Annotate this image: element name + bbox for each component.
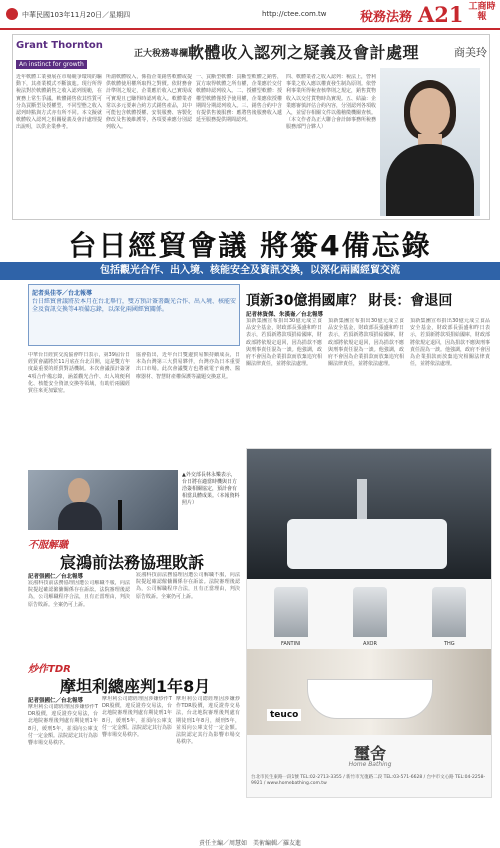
column-title: 軟體收入認列之疑義及會計處理 xyxy=(188,43,420,62)
subheadline: 包括觀光合作、出入境、核能安全及資訊交換，以深化兩國經貿交流 xyxy=(100,265,400,276)
faucet-image: AXOR xyxy=(353,587,387,637)
section-name: 稅務法務 xyxy=(360,10,413,25)
story3-tag: 炒作TDR xyxy=(28,664,71,675)
ad-logo-sub: Home Bathing xyxy=(348,761,392,768)
ad-footer: 台北市民生東路一段1號 TEL:02-2713-3355 / 新竹市光復路二段 TEL:03-571-6628 / 台中市文心路 TEL:04-2258-9921 / www.homebathing.com.tw xyxy=(251,775,486,786)
author-photo xyxy=(380,68,480,216)
ad-logo: 璽舍 xyxy=(353,744,386,763)
page-number: A21 xyxy=(418,2,464,27)
right-body-3: 頂新集團宣布捐出30億元成立食品安全基金，財政部長張盛和昨日表示，若頂新將款項捐給國庫，財政部將依規定退回，因為捐款不應與刑事責任混為一談。他強調，政府不會因為企業捐款而放棄追究相關法律責任，並將依法處理。 xyxy=(410,318,490,368)
header-divider xyxy=(0,28,500,30)
main-headline: 台日經貿會議 將簽4備忘錄 xyxy=(68,229,432,262)
header-url[interactable]: http://ctee.com.tw xyxy=(262,10,327,18)
logo-name: Grant Thornton xyxy=(16,40,103,51)
grant-thornton-logo xyxy=(16,40,130,70)
story2-byline: 記者張國仁／台北報導 xyxy=(28,574,84,580)
bathroom-advertisement[interactable] xyxy=(246,448,492,798)
right-body-1: 頂新集團宣布捐出30億元成立食品安全基金，財政部長張盛和昨日表示，若頂新將款項捐給國庫，財政部將依規定退回，因為捐款不應與刑事責任混為一談。他強調，政府不會因為企業捐款而放棄追究相關法律責任，並將依法處理。 xyxy=(246,318,322,368)
faucet-image: FANTINI xyxy=(274,587,308,637)
left-body-2: 協會指出，近年台日雙邊貿易額持續成長，日本為台灣第三大貿易夥伴，台灣亦為日本重要出口市場。此次會議雙方也將就電子商務、醫療器材、智慧財產權保護等議題交換意見。 xyxy=(136,352,240,380)
story3-title: 摩坦利總座判1年8月 xyxy=(60,677,211,696)
logo-dot-icon xyxy=(6,8,18,20)
photo-caption: ▲外交部長林永樂表示，台日將在適當時機與日方洽簽相關協定，預計會有相當具體成果。（本報資料照片） xyxy=(182,472,240,506)
story3-byline: 記者張國仁／台北報導 xyxy=(28,698,84,704)
column-text-3: 一、買斷型軟體：買斷型軟體之銷售，買方取得軟體之所有權，企業應於交付軟體時認列收入。二、授權型軟體：授權型軟體僅授予使用權，企業應依授權期間分期認列收入。三、銷售合約中含有提供售後服務：應將售後服務收入遞延至服務提供期間認列。 xyxy=(196,74,282,124)
header-date: 中華民國103年11月20日／星期四 xyxy=(22,11,131,19)
right-title: 頂新30億捐國庫？ 財長：會退回 xyxy=(246,293,453,309)
column-text-4: 四、軟體業者之收入認列：稅法上，營利事業之收入應以權責發生制為原則。依營利事業所得稅查核準則之規定，銷售貨物收入以交付貨物時為實現。五、結論：企業應審慎評估合約內容，分別認列各項收入，並留存相關文件以備稽徵機關查核。（本文作者為正大聯合會計師事務所稅務服務部門合夥人） xyxy=(286,74,376,131)
column-author: 商美玲 xyxy=(454,46,487,59)
left-byline: 記者吳佳苓／台北報導 xyxy=(32,290,93,297)
story2-body-2: 宸鴻科技前法務協理因遭公司解職不服，向法院提起確認僱傭關係存在訴訟。法院審理後認為，公司解職程序合法，且有正當理由，判決原告敗訴。全案仍可上訴。 xyxy=(136,572,240,600)
story3-body-2: 摩坦利公司總經理因涉嫌炒作TDR股價，違反證券交易法，台北地院審理後判處有期徒刑1年8月，緩刑5年，並須向公庫支付一定金額。法院認定其行為影響市場交易秩序。 xyxy=(102,696,172,739)
story2-title: 宸鴻前法務協理敗訴 xyxy=(60,553,205,572)
right-byline: 記者林資傑、朱漢崙／台北報導 xyxy=(246,312,324,318)
story3-body-3: 摩坦利公司總經理因涉嫌炒作TDR股價，違反證券交易法，台北地院審理後判處有期徒刑1年8月，緩刑5年，並須向公庫支付一定金額。法院認定其行為影響市場交易秩序。 xyxy=(176,696,240,746)
column-text-1: 近年軟體工業發展在市場競爭環境的驅動下，其產業模式不斷演進。現行所得稅法對於軟體銷售之收入認列規範，在實務上常生爭議。軟體銷售依其性質可分為買斷型及授權型，不同型態之收入認列時點與方式亦有所不同。本文擬就軟體收入認列之相關疑義及會計處理提出說明，以供企業參考。 xyxy=(16,74,102,131)
basin-image xyxy=(247,449,492,579)
page-credits: 責任主編／周慧如 美術編輯／羅友進 xyxy=(198,840,301,847)
newspaper-brand: 工商時報 xyxy=(468,2,496,22)
left-body-1: 中華台日經貿交流協會昨日表示，第39屆台日經貿會議將於11月底在台北召開，這是雙方年度最重要的經貿對話機制。本次會議預計簽署4項合作備忘錄，涵蓋觀光合作、出入境便利化、核能安全資訊交換等領域，有助於兩國經貿往來更加緊密。 xyxy=(28,352,130,395)
official-photo xyxy=(28,470,178,530)
story3-body-1: 摩坦利公司總經理因涉嫌炒作TDR股價，違反證券交易法，台北地院審理後判處有期徒刑1年8月，緩刑5年，並須向公庫支付一定金額。法院認定其行為影響市場交易秩序。 xyxy=(28,704,98,747)
logo-tagline: An instinct for growth xyxy=(16,60,87,69)
story2-tag: 不服解職 xyxy=(28,540,68,551)
right-body-2: 頂新集團宣布捐出30億元成立食品安全基金，財政部長張盛和昨日表示，若頂新將款項捐給國庫，財政部將依規定退回，因為捐款不應與刑事責任混為一談。他強調，政府不會因為企業捐款而放棄追究相關法律責任，並將依法處理。 xyxy=(328,318,404,368)
faucet-image: THG xyxy=(432,587,466,637)
column-text-2: 所謂軟體收入，係指企業銷售軟體或提供軟體使用權所取得之對價。依財務會計準則之規定，企業應於收入已實現或可實現且已賺得時認列收入。軟體業者常以多元要素合約方式銷售產品，其中可能包含軟體授權、安裝服務、客製化修改及售後維護等，各項要素應分別認列收入。 xyxy=(106,74,192,131)
bathtub-image xyxy=(247,649,492,735)
ad-brand-teuco: teuco xyxy=(267,709,301,721)
left-lead: 台日經貿會議將於本月在台北舉行，雙方預計簽署觀光合作、出入境、核能安全及資訊交換等4項備忘錄，以深化兩國經貿關係。 xyxy=(32,298,236,313)
story2-body-1: 宸鴻科技前法務協理因遭公司解職不服，向法院提起確認僱傭關係存在訴訟。法院審理後認為，公司解職程序合法，且有正當理由，判決原告敗訴。全案仍可上訴。 xyxy=(28,580,130,608)
faucet-row xyxy=(247,581,492,647)
column-label: 正大稅務專欄 xyxy=(134,49,189,59)
subheadline-bar xyxy=(0,262,500,280)
